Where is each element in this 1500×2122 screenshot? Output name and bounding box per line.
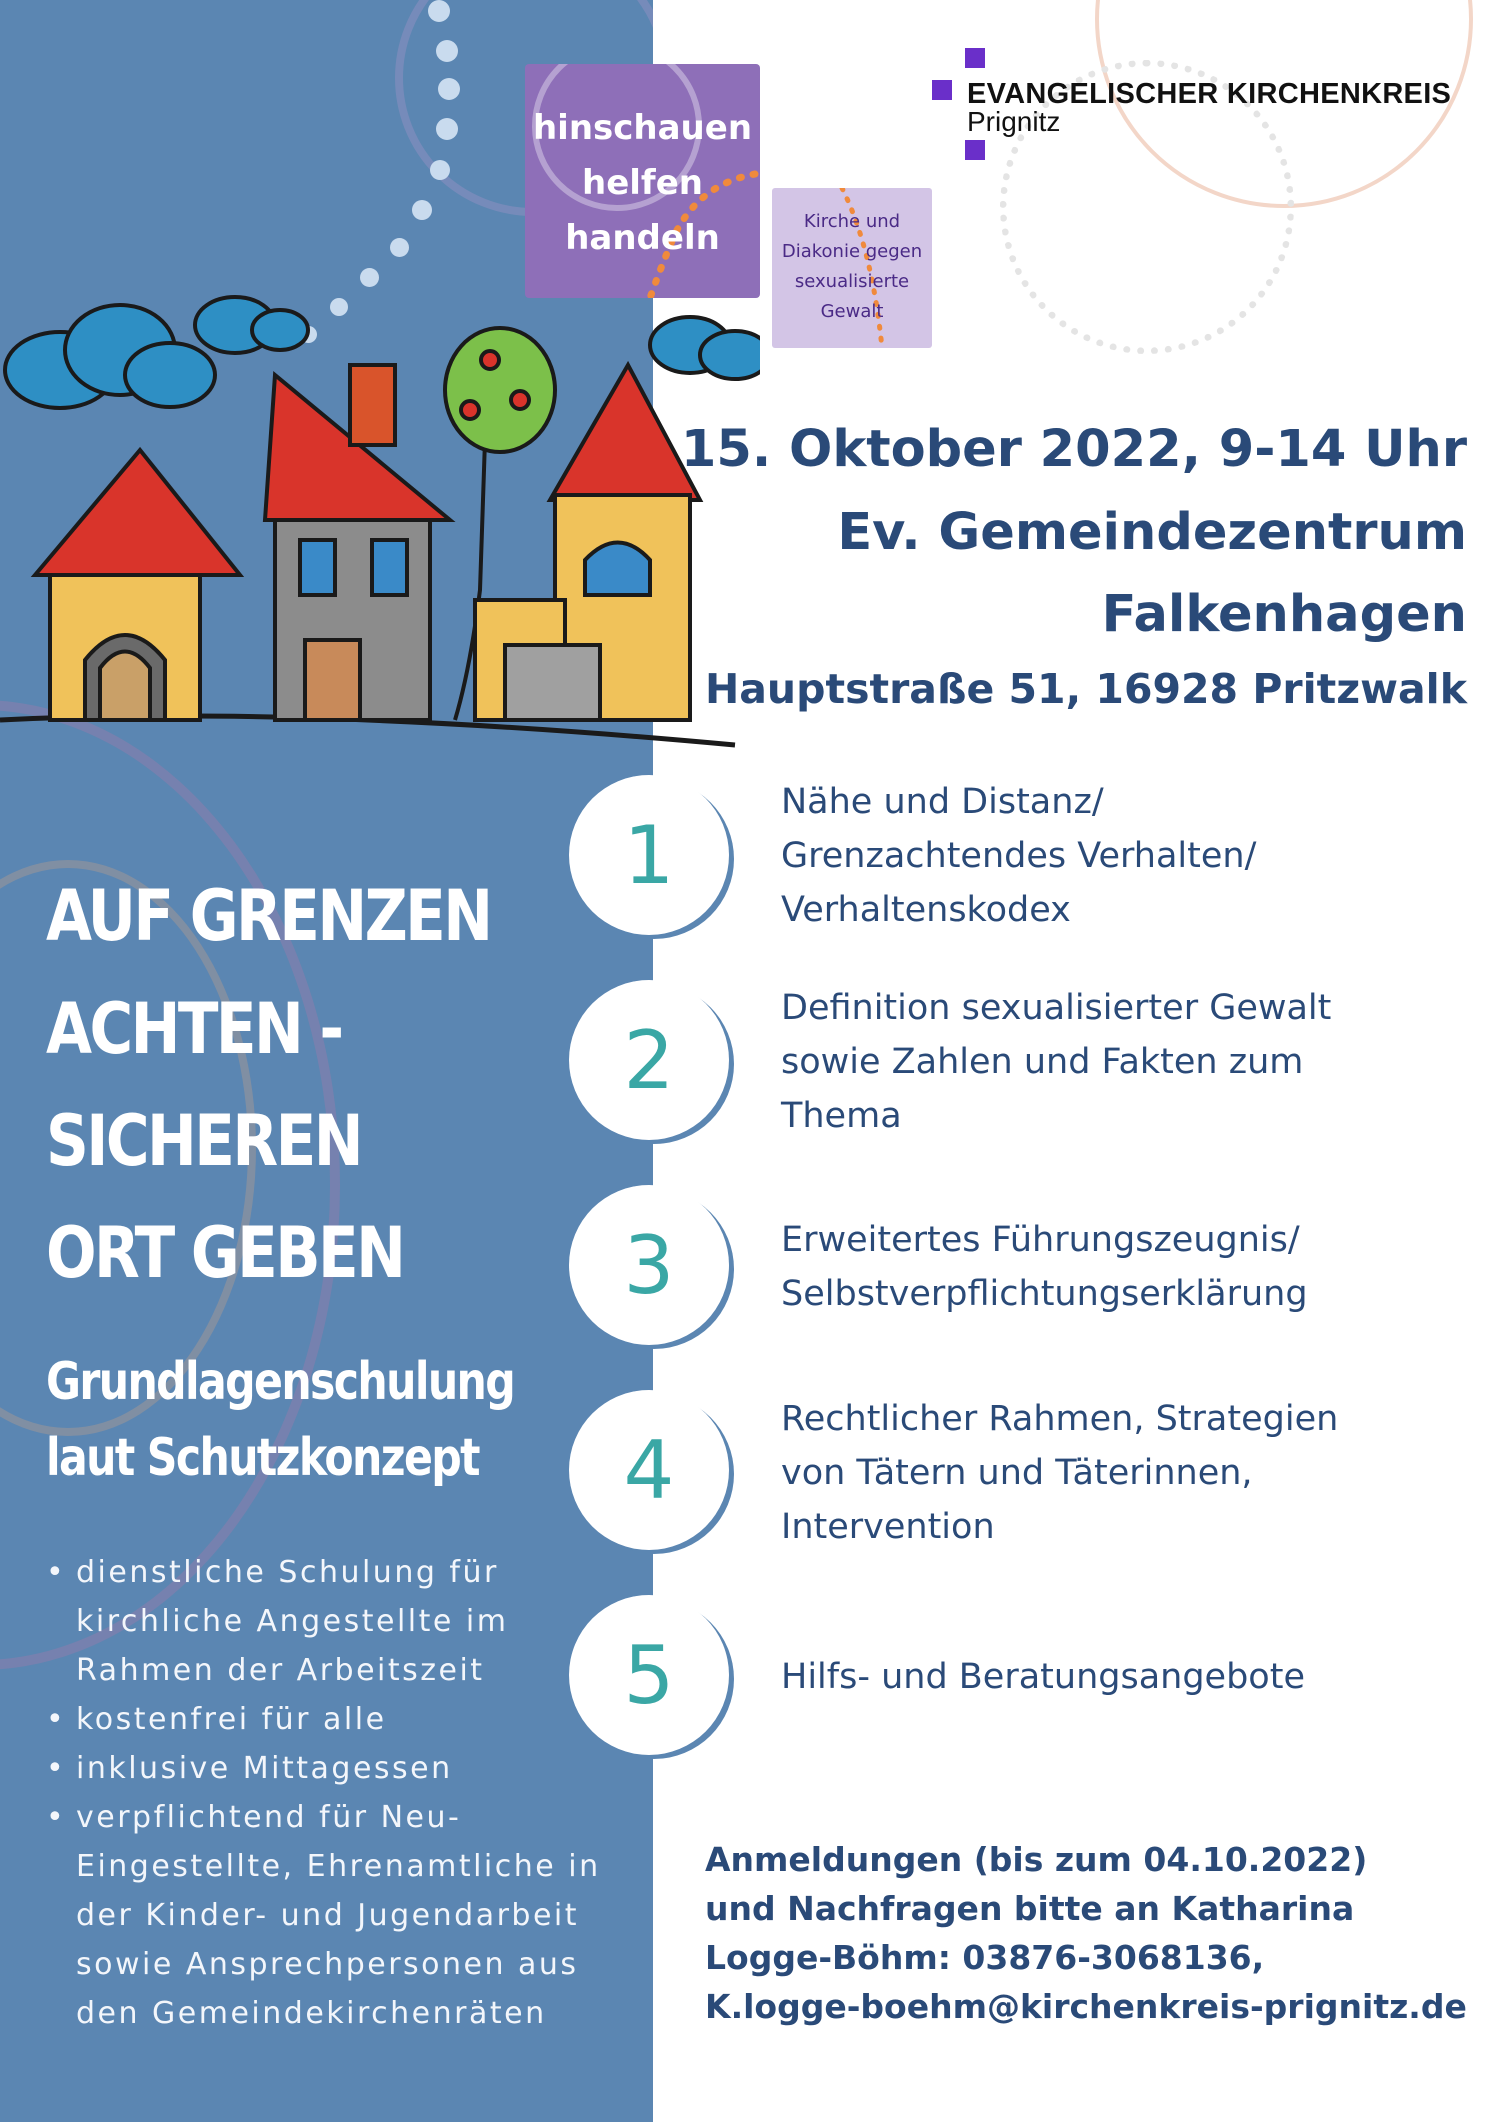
campaign-logo-line: handeln [565,218,720,258]
subtitle-line: laut Schutzkonzept [46,1428,479,1488]
step-number-circle [569,775,729,935]
step-number-circle [569,1595,729,1755]
step-text-line: Nähe und Distanz/ [781,782,1104,822]
logo-square-icon [932,80,952,100]
step-number-circle [569,1390,729,1550]
main-title-line: ACHTEN - [46,988,342,1070]
contact-line: Anmeldungen (bis zum 04.10.2022) [705,1840,1368,1879]
step-text [781,1392,1338,1554]
campaign-logo-line: hinschauen [532,108,753,148]
step-number: 4 [623,1423,675,1517]
main-title-line: SICHEREN [46,1100,361,1182]
feature-list [46,1548,646,2038]
campaign-badge [772,188,932,348]
contact-line: und Nachfragen bitte an Katharina [705,1889,1355,1928]
logo-square-icon [965,48,985,68]
org-subname: Prignitz [967,106,1061,137]
decorative-dot [436,40,458,62]
feature-item [46,1695,646,1744]
decorative-dot [430,160,450,180]
step-number: 2 [623,1013,675,1107]
decorative-dot [390,238,409,257]
event-venue-town: Falkenhagen [1101,585,1467,644]
village-houses-illustration [0,290,760,750]
contact-email[interactable]: K.logge-boehm@kirchenkreis-prignitz.de [705,1987,1467,2026]
feature-item [46,1793,646,2038]
step-text-line: Grenzachtendes Verhalten/ [781,836,1257,876]
step-text-line: Intervention [781,1507,995,1547]
feature-line: verpflichtend für Neu- [76,1800,462,1835]
house-icon [265,365,450,720]
feature-line: kirchliche Angestellte im [76,1604,509,1639]
badge-line: Gewalt [820,301,884,322]
step-text-line: sowie Zahlen und Fakten zum [781,1042,1304,1082]
event-venue: Ev. Gemeindezentrum [837,503,1467,562]
step-number: 5 [623,1628,675,1722]
feature-line: den Gemeindekirchenräten [76,1996,547,2031]
feature-line: sowie Ansprechpersonen aus [76,1947,579,1982]
step-text-line: Verhaltenskodex [781,890,1071,930]
feature-item [46,1744,646,1793]
campaign-logo [525,64,760,298]
badge-line: sexualisierte [794,271,910,292]
logo-square-icon [965,140,985,160]
step-text-line: Hilfs- und Beratungsangebote [781,1657,1305,1697]
decorative-dot [438,78,460,100]
cloud-icon [650,317,760,379]
cloud-icon [5,297,308,408]
badge-line: Diakonie gegen [781,241,923,262]
step-text-line: Definition sexualisierter Gewalt [781,988,1332,1028]
step-text [781,1213,1308,1321]
step-number-circle [569,980,729,1140]
main-title-line: AUF GRENZEN [46,875,491,957]
org-name: EVANGELISCHER KIRCHENKREIS [967,78,1452,110]
step-text-line: Erweitertes Führungszeugnis/ [781,1220,1300,1260]
step-number-circle [569,1185,729,1345]
step-text-line: Rechtlicher Rahmen, Strategien [781,1399,1339,1439]
step-number: 3 [623,1218,675,1312]
decorative-dot [412,200,432,220]
house-icon [35,450,240,720]
decorative-dot [360,268,379,287]
feature-item [46,1548,646,1695]
step-text [781,775,1256,937]
step-text-line: Thema [781,1096,902,1136]
feature-line: kostenfrei für alle [76,1702,387,1737]
step-text-line: Selbstverpflichtungserklärung [781,1274,1308,1314]
step-text-line: von Tätern und Täterinnen, [781,1453,1253,1493]
feature-line: inklusive Mittagessen [76,1751,453,1786]
feature-line: Rahmen der Arbeitszeit [76,1653,485,1688]
main-title-line: ORT GEBEN [46,1212,404,1294]
subtitle-line: Grundlagenschulung [46,1352,515,1412]
step-text [781,1650,1305,1704]
event-date-time: 15. Oktober 2022, 9-14 Uhr [680,420,1467,479]
decorative-dot [428,0,450,22]
feature-line: dienstliche Schulung für [76,1555,499,1590]
badge-line: Kirche und [803,211,901,232]
decorative-dot [436,118,458,140]
feature-line: Eingestellte, Ehrenamtliche in [76,1849,601,1884]
step-text [781,981,1331,1143]
event-address: Hauptstraße 51, 16928 Pritzwalk [704,665,1467,713]
feature-line: der Kinder- und Jugendarbeit [76,1898,580,1933]
step-number: 1 [623,808,675,902]
contact-line: Logge-Böhm: 03876-3068136, [705,1938,1265,1977]
campaign-logo-line: helfen [582,163,703,203]
